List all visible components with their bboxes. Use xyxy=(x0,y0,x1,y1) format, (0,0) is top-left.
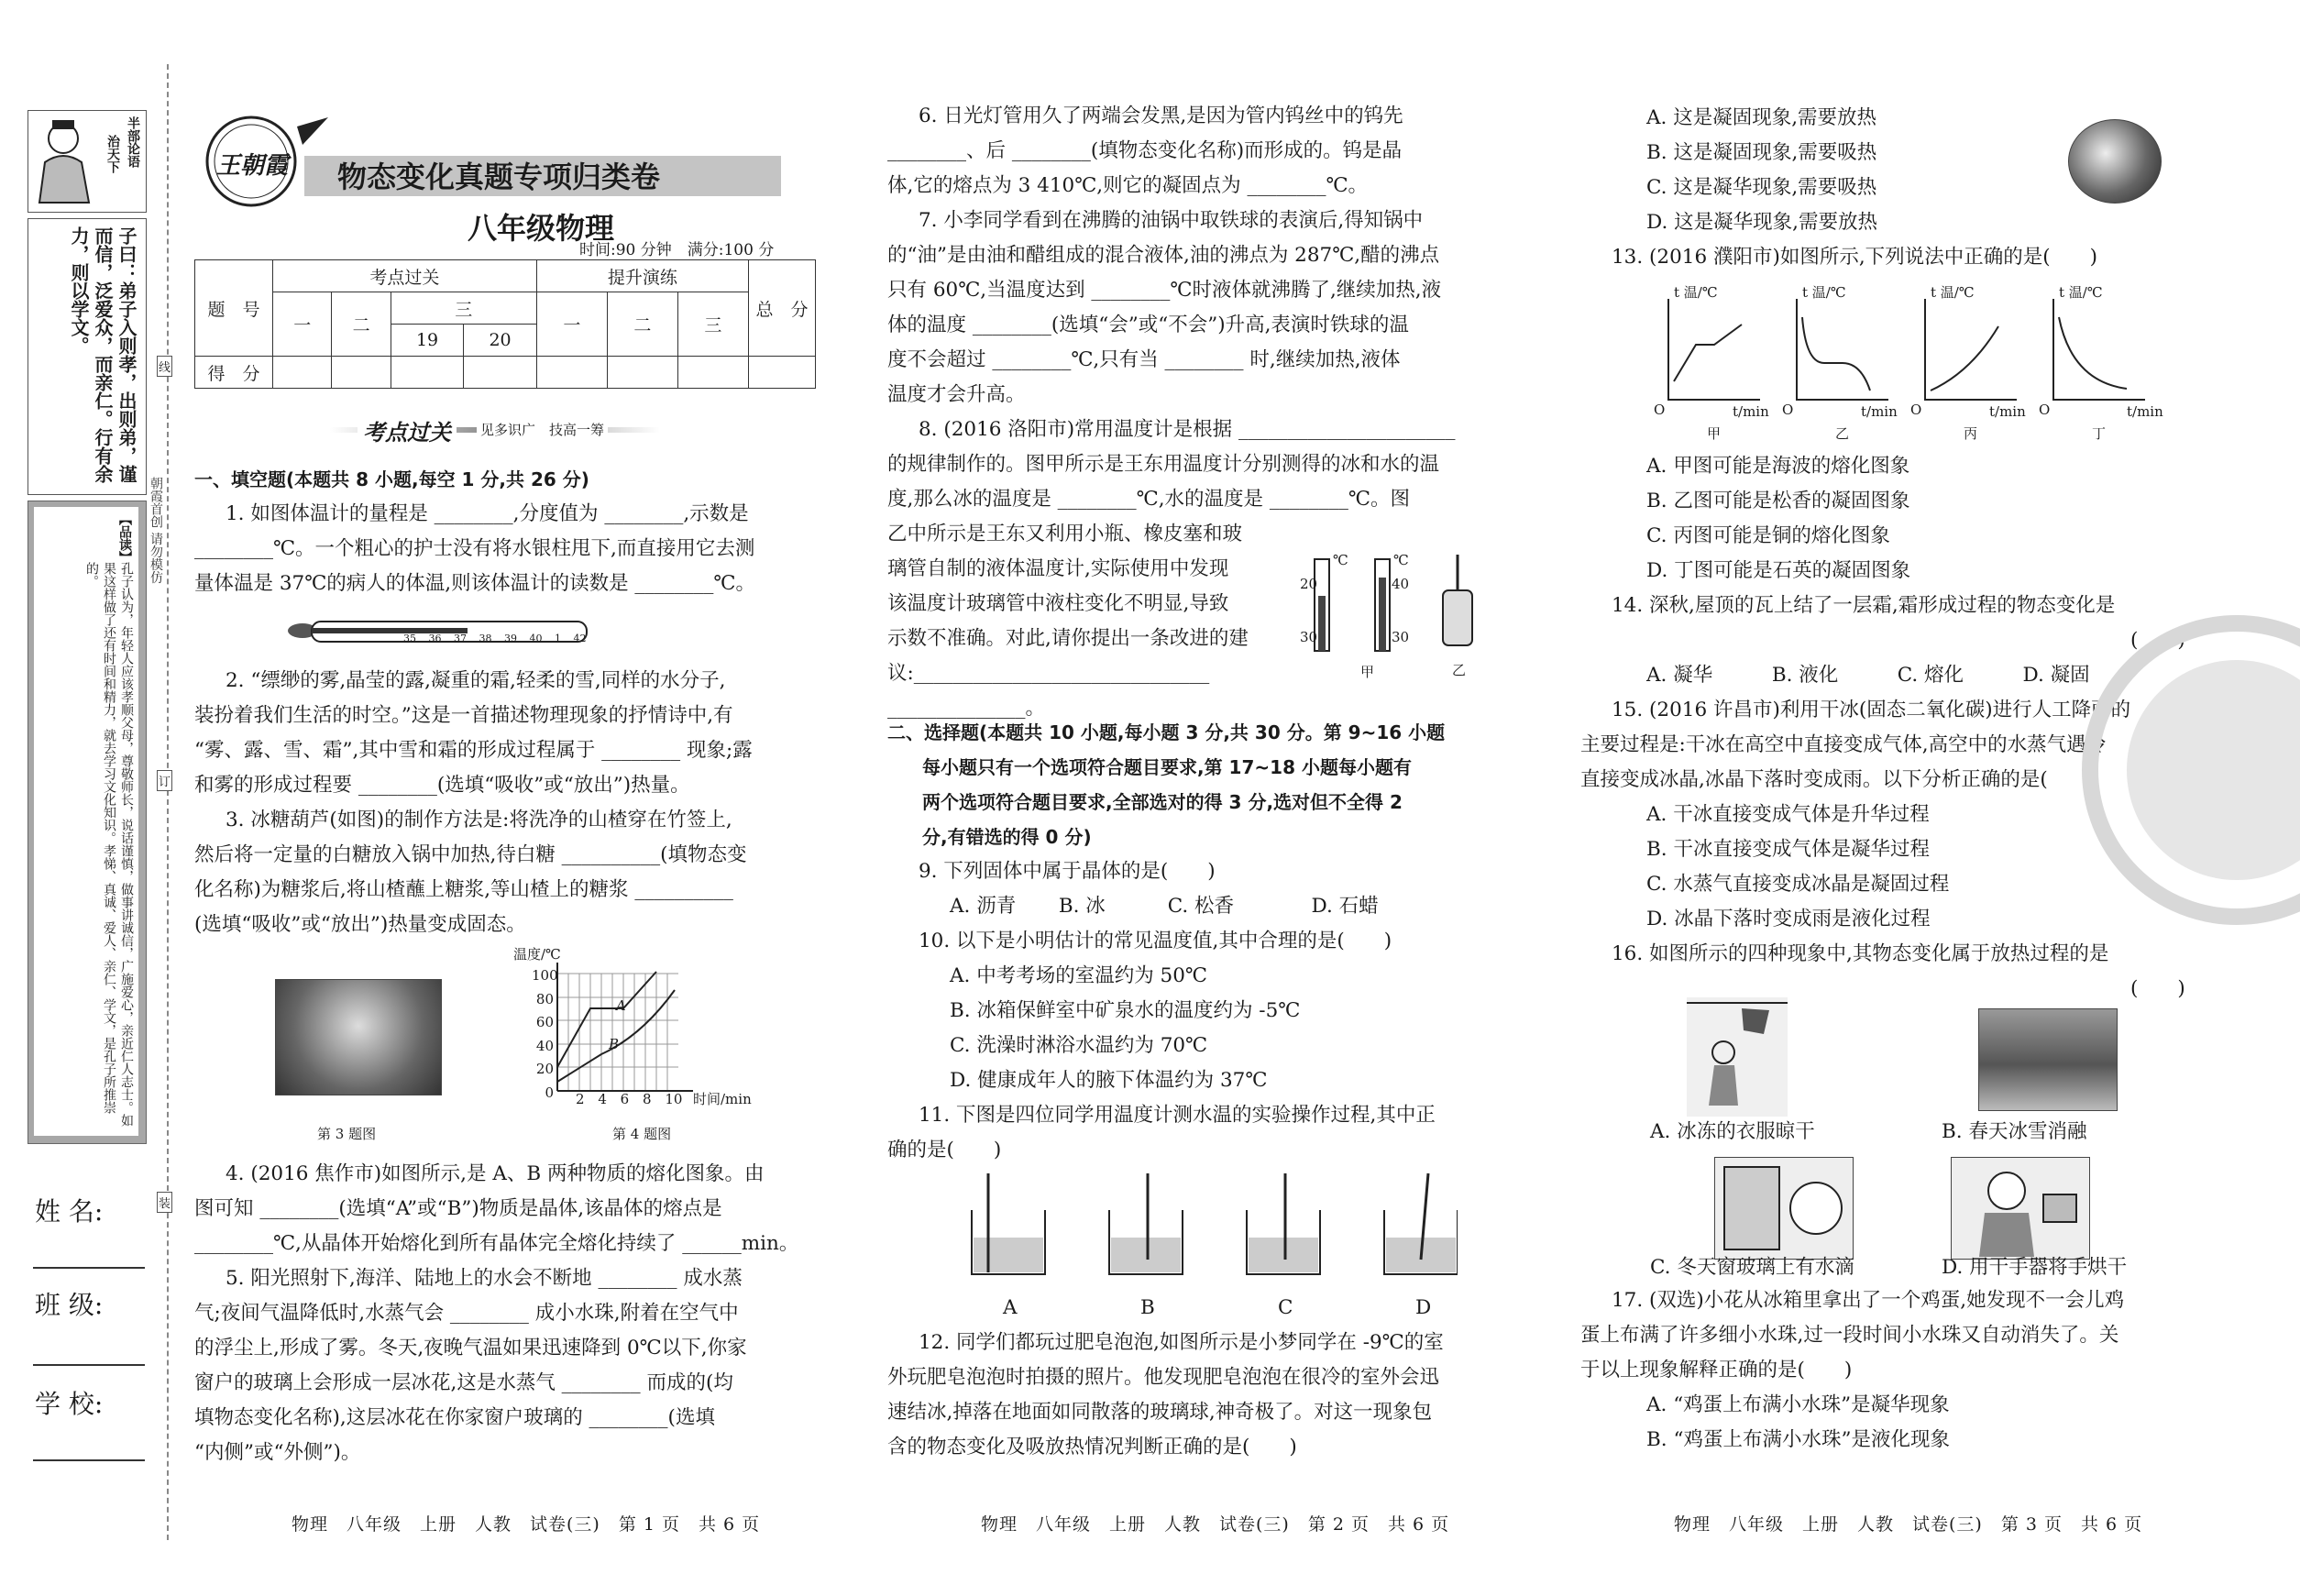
banner-motto: 见多识广 技高一筹 xyxy=(477,420,608,439)
tick: 60 xyxy=(535,1014,554,1030)
tick: 35 xyxy=(403,633,416,644)
answer-paren[interactable]: ( ) xyxy=(2130,629,2185,652)
page3-q12-opts xyxy=(1580,101,2097,275)
thermo-ticks xyxy=(403,633,587,644)
graph-ylabel: 温度/℃ xyxy=(513,946,561,963)
text-line: 填物态变化名称),这层冰花在你家窗户玻璃的 ________(选填 xyxy=(194,1406,715,1429)
tick: 6 xyxy=(620,1091,630,1107)
fig3-caption: 第 3 题图 xyxy=(317,1126,377,1142)
text-line: 窗户的玻璃上会形成一层冰花,这是水蒸气 ________ 而成的(均 xyxy=(194,1371,733,1394)
text-line: 蛋上布满了许多细小水珠,过一段时间小水珠又自动消失了。关 xyxy=(1580,1324,2119,1347)
page3-footer: 物理 八年级 上册 人教 试卷(三) 第 3 页 共 6 页 xyxy=(1674,1514,2143,1535)
text-line: (选填“吸收”或“放出”)热量变成固态。 xyxy=(194,913,526,936)
graph-ylabel: t 温/℃ xyxy=(2059,284,2103,301)
text-line: 璃管自制的液体温度计,实际使用中发现 xyxy=(887,557,1229,580)
text-line: 两个选项符合题目要求,全部选对的得 3 分,选对但不全得 2 xyxy=(922,791,1403,813)
text-line: 议:______________________________ xyxy=(887,662,1210,685)
option[interactable]: D. 凝固 xyxy=(2022,664,2090,687)
slogan-col2: 治天下 xyxy=(105,135,120,173)
q16-caption-c: C. 冬天窗玻璃上有水滴 xyxy=(1650,1256,1854,1279)
col-20: 20 xyxy=(464,325,537,357)
option[interactable]: A. 甲图可能是海波的熔化图象 xyxy=(1646,455,1910,478)
text-line: 外玩肥皂泡泡时拍摄的照片。他发现肥皂泡泡在很冷的室外会迅 xyxy=(887,1366,1440,1389)
fig8-t1-a: 20 xyxy=(1300,576,1318,592)
fig8-unit: ℃ xyxy=(1333,552,1348,568)
window-water-image xyxy=(1714,1157,1854,1260)
text-line: 确的是( ) xyxy=(887,1139,1002,1161)
fig4-caption: 第 4 题图 xyxy=(612,1126,672,1142)
tick: 80 xyxy=(535,990,554,1007)
text-line: 7. 小李同学看到在沸腾的油锅中取铁球的表演后,得知锅中 xyxy=(919,209,1424,232)
tick: 40 xyxy=(529,633,543,644)
text-line: 12. 同学们都玩过肥皂泡泡,如图所示是小梦同学在 -9℃的室 xyxy=(919,1331,1444,1354)
text-line: 只有 60℃,当温度达到 ________℃时液体就沸腾了,继续加热,液 xyxy=(887,279,1442,302)
tick: 10 xyxy=(665,1091,683,1107)
score-cell[interactable] xyxy=(332,357,391,389)
quote-text: 子曰：弟子入则孝，出则弟，谨而信，泛爱众，而亲仁。行有余力，则以学文。 xyxy=(68,226,138,483)
section2-title xyxy=(887,715,1445,854)
text-line: 2. “缥缈的雾,晶莹的露,凝重的霜,轻柔的雪,同样的水分子, xyxy=(226,669,726,692)
text-line: 二、选择题(本题共 10 小题,每小题 3 分,共 30 分。第 9~16 小题 xyxy=(887,721,1446,743)
hand-dryer-icon xyxy=(1952,1158,2089,1259)
text-line: 1. 如图体温计的量程是 ________,分度值为 ________,示数是 xyxy=(226,502,749,525)
option[interactable]: D. 健康成年人的腋下体温约为 37℃ xyxy=(950,1069,1268,1092)
page2-q12 xyxy=(887,1326,1444,1465)
option[interactable]: B. 冰箱保鲜室中矿泉水的温度约为 -5℃ xyxy=(950,999,1301,1022)
text-line: 化名称)为糖浆后,将山楂蘸上糖浆,等山楂上的糖浆 __________ xyxy=(194,878,733,901)
text-line: ______________。 xyxy=(887,697,1046,720)
tick: 8 xyxy=(642,1091,652,1107)
hand-dryer-image xyxy=(1951,1157,2090,1260)
subtitle: 八年级物理 xyxy=(468,211,615,246)
fig8-t2-b: 30 xyxy=(1392,629,1410,645)
graph-origin: O xyxy=(2039,402,2051,418)
page3-q17 xyxy=(1580,1283,2124,1458)
graph-ylabel: t 温/℃ xyxy=(1931,284,1975,301)
name-label: 姓 名: xyxy=(35,1196,104,1227)
graph-origin: O xyxy=(1654,402,1666,418)
text-line: 16. 如图所示的四种现象中,其物态变化属于放热过程的是 xyxy=(1612,942,2109,965)
text-line: 温度才会升高。 xyxy=(887,383,1026,406)
guide-label: 【品读】 xyxy=(117,512,132,564)
text-line: 9. 下列固体中属于晶体的是( ) xyxy=(919,860,1216,883)
text-line: 该温度计玻璃管中液柱变化不明显,导致 xyxy=(887,592,1229,615)
q16-caption-b: B. 春天冰雪消融 xyxy=(1942,1120,2087,1143)
text-line: 体的温度 ________(选填“会”或“不会”)升高,表演时铁球的温 xyxy=(887,314,1409,336)
option[interactable]: C. 松香 xyxy=(1167,895,1235,918)
option[interactable]: B. 乙图可能是松香的凝固图象 xyxy=(1646,490,1910,512)
text-line: 量体温是 37℃的病人的体温,则该体温计的读数是 ________℃。 xyxy=(194,572,755,595)
tick: 20 xyxy=(535,1061,554,1077)
seal-mark-1: 线 xyxy=(157,356,172,377)
graph-ylabel: t 温/℃ xyxy=(1674,284,1718,301)
text-line: 和雾的形成过程要 ________(选填“吸收”或“放出”)热量。 xyxy=(194,774,690,797)
beakers-figure xyxy=(944,1164,1458,1320)
quote-box xyxy=(28,218,147,495)
seal-mark-3: 装 xyxy=(157,1192,172,1213)
score-cell[interactable] xyxy=(536,357,607,389)
text-line: 11. 下图是四位同学用温度计测水温的实验操作过程,其中正 xyxy=(919,1104,1436,1127)
text-line: 4. (2016 焦作市)如图所示,是 A、B 两种物质的熔化图象。由 xyxy=(226,1162,765,1185)
fig8-svg xyxy=(1302,550,1494,678)
frozen-clothes-image xyxy=(1687,997,1788,1117)
curve-b-label: B xyxy=(609,1036,620,1052)
graph-xlabel: t/min xyxy=(1861,403,1898,420)
score-cell[interactable] xyxy=(464,357,537,389)
q16-caption-a: A. 冰冻的衣服晾干 xyxy=(1650,1120,1815,1143)
banner-title: 考点过关 xyxy=(358,414,457,446)
option[interactable]: C. 这是凝华现象,需要吸热 xyxy=(1646,176,1877,199)
page1-q2-3 xyxy=(194,664,753,942)
text-line: 于以上现象解释正确的是( ) xyxy=(1580,1359,1853,1381)
graph-name-ding: 丁 xyxy=(2092,425,2107,442)
name-line[interactable] xyxy=(33,1267,145,1269)
graph-yticks xyxy=(532,964,558,1105)
fig8-t1-b: 30 xyxy=(1300,629,1318,645)
text-line: 度不会超过 ________℃,只有当 ________ 时,继续加热,液体 xyxy=(887,348,1401,371)
guide-inner xyxy=(34,507,138,1136)
tanghulu-photo xyxy=(275,979,442,1095)
col-3b: 三 xyxy=(677,292,748,357)
option[interactable]: B. 这是凝固现象,需要吸热 xyxy=(1646,141,1877,164)
option[interactable]: D. 石蜡 xyxy=(1311,895,1379,918)
tick: 100 xyxy=(532,967,558,984)
tick: 1 xyxy=(555,633,561,644)
guide-text: 孔子认为，年轻人应该孝顺父母，尊敬师长，说话谨慎，做事讲诚信，广施爱心，亲近仁人志士。如果这样做了还有时间和精力，就去学习文化知识。孝悌、真诚、爱人、亲仁、学文，是孔子所推崇的。 xyxy=(84,562,134,1127)
text-line: 度,那么冰的温度是 ________℃,水的温度是 ________℃。图 xyxy=(887,488,1410,511)
text-line: 的“油”是由油和醋组成的混合液体,油的沸点为 287℃,醋的沸点 xyxy=(887,244,1440,267)
melting-graph xyxy=(513,944,788,1109)
col-1b: 一 xyxy=(536,292,607,357)
score-label: 得 分 xyxy=(195,357,273,389)
graph-origin: O xyxy=(1910,402,1922,418)
text-line: 每小题只有一个选项符合题目要求,第 17~18 小题每小题有 xyxy=(922,756,1412,778)
tick: 39 xyxy=(504,633,517,644)
page-title: 物态变化真题专项归类卷 xyxy=(337,160,661,194)
slogan-col1: 半部论语 xyxy=(126,116,140,168)
text-line: 8. (2016 洛阳市)常用温度计是根据 ______________________ xyxy=(919,418,1456,441)
text-line: 13. (2016 濮阳市)如图所示,下列说法中正确的是( ) xyxy=(1612,246,2097,269)
graph-origin: O xyxy=(1782,402,1794,418)
fig8-t2-a: 40 xyxy=(1392,576,1410,592)
page1-q1 xyxy=(194,497,755,601)
text-line: 示数不准确。对此,请你提出一条改进的建 xyxy=(887,627,1249,650)
person-icon xyxy=(1687,997,1788,1117)
tick: 0 xyxy=(545,1084,554,1101)
text-line: 主要过程是:干冰在高空中直接变成气体,高空中的水蒸气遇冷 xyxy=(1580,733,2107,756)
option[interactable]: C. 洗澡时淋浴水温约为 70℃ xyxy=(950,1034,1208,1057)
qnum-label: 题 号 xyxy=(195,260,273,357)
score-cell[interactable] xyxy=(391,357,464,389)
option[interactable]: A. 凝华 xyxy=(1646,664,1713,687)
text-line: 直接变成冰晶,冰晶下落时变成雨。以下分析正确的是( ) xyxy=(1580,768,2096,791)
soap-bubble-photo xyxy=(2068,119,2162,204)
graph-xlabel: 时间/min xyxy=(693,1091,752,1107)
option[interactable]: D. 冰晶下落时变成雨是液化过程 xyxy=(1646,908,1931,930)
slogan-box xyxy=(28,110,147,213)
tick: 40 xyxy=(535,1037,554,1054)
thermometer-figure xyxy=(284,614,596,651)
fig8-thermometers xyxy=(1302,550,1494,678)
graph-xlabel: t/min xyxy=(1989,403,2026,420)
text-line: 气;夜间气温降低时,水蒸气会 ________ 成小水珠,附着在空气中 xyxy=(194,1302,739,1325)
text-line: 乙中所示是王东又利用小瓶、橡皮塞和玻 xyxy=(887,523,1243,545)
col-2a: 二 xyxy=(332,292,391,357)
score-table xyxy=(194,259,816,389)
option[interactable]: D. 这是凝华现象,需要放热 xyxy=(1646,211,1877,234)
q16-caption-d: D. 用干手器将手烘干 xyxy=(1942,1256,2128,1279)
text-line: 图可知 ________(选填“A”或“B”)物质是晶体,该晶体的熔点是 xyxy=(194,1197,722,1220)
window-icon xyxy=(1715,1158,1853,1259)
score-cell[interactable] xyxy=(749,357,816,389)
option[interactable]: A. 这是凝固现象,需要放热 xyxy=(1646,106,1877,129)
tick: 36 xyxy=(428,633,442,644)
school-label: 学 校: xyxy=(35,1389,104,1419)
text-line: “内侧”或“外侧”)。 xyxy=(194,1441,361,1464)
sidebar xyxy=(28,110,145,1485)
graph-name-jia: 甲 xyxy=(1707,425,1722,442)
page1-footer: 物理 八年级 上册 人教 试卷(三) 第 1 页 共 6 页 xyxy=(292,1514,761,1535)
text-line: 速结冰,掉落在地面如同散落的玻璃球,神奇极了。对这一现象包 xyxy=(887,1401,1433,1424)
text-line: 含的物态变化及吸放热情况判断正确的是( ) xyxy=(887,1436,1297,1458)
curve-a-label: A xyxy=(616,997,626,1014)
section-banner xyxy=(330,414,660,446)
binding-line xyxy=(167,64,169,1540)
option[interactable]: C. 丙图可能是铜的熔化图象 xyxy=(1646,524,1890,547)
option[interactable]: A. 中考考场的室温约为 50℃ xyxy=(950,964,1207,987)
text-line: ________℃。一个粗心的护士没有将水银柱甩下,而直接用它去测 xyxy=(194,537,755,560)
text-line: ________℃,从晶体开始熔化到所有晶体完全熔化持续了 ______min。 xyxy=(194,1232,799,1255)
graph-ylabel: t 温/℃ xyxy=(1802,284,1846,301)
q13-graphs xyxy=(1641,284,2191,446)
group-ts: 提升演练 xyxy=(536,260,748,292)
text-line: 3. 冰糖葫芦(如图)的制作方法是:将洗净的山楂穿在竹签上, xyxy=(226,809,732,831)
text-line: 5. 阳光照射下,海洋、陆地上的水会不断地 ________ 成水蒸 xyxy=(226,1267,743,1290)
col-2b: 二 xyxy=(607,292,677,357)
fig8-unit-2: ℃ xyxy=(1393,552,1409,568)
text-line: 10. 以下是小明估计的常见温度值,其中合理的是( ) xyxy=(919,930,1392,952)
option[interactable]: C. 熔化 xyxy=(1897,664,1964,687)
score-cell[interactable] xyxy=(607,357,677,389)
tick: 42 xyxy=(573,633,587,644)
class-line[interactable] xyxy=(33,1364,145,1366)
graph-name-yi: 乙 xyxy=(1835,425,1850,442)
text-line: “雾、露、雪、霜”,其中雪和霜的形成过程属于 ________ 现象;露 xyxy=(194,739,753,762)
beaker-label-d: D xyxy=(1415,1296,1432,1319)
total-label: 总 分 xyxy=(749,260,816,357)
beaker-label-c: C xyxy=(1278,1296,1293,1319)
option[interactable]: A. “鸡蛋上布满小水珠”是凝华现象 xyxy=(1646,1393,1950,1416)
text-line: 17. (双选)小花从冰箱里拿出了一个鸡蛋,她发现不一会儿鸡 xyxy=(1612,1289,2125,1312)
page2-q9-11 xyxy=(887,854,1436,1168)
col-3a: 三 xyxy=(391,292,536,325)
answer-paren[interactable]: ( ) xyxy=(2130,977,2185,1000)
brand-note: 朝霞首创 请勿模仿 xyxy=(149,477,163,584)
graph-xlabel: t/min xyxy=(1733,403,1769,420)
text-line: 装扮着我们生活的时空。”这是一首描述物理现象的抒情诗中,有 xyxy=(194,704,733,727)
text-line: 的浮尘上,形成了雾。冬天,夜晚气温如果迅速降到 0℃以下,你家 xyxy=(194,1337,747,1359)
group-kd: 考点过关 xyxy=(273,260,537,292)
melting-snow-image xyxy=(1978,1008,2118,1111)
confucius-icon xyxy=(32,116,100,206)
text-line: 6. 日光灯管用久了两端会发黑,是因为管内钨丝中的钨先 xyxy=(919,105,1403,127)
beakers-svg xyxy=(944,1164,1458,1283)
guide-box xyxy=(28,501,147,1144)
seal-mark-2: 订 xyxy=(157,770,172,791)
tick: 38 xyxy=(479,633,492,644)
graph-xticks xyxy=(576,1091,682,1107)
option[interactable]: B. 干冰直接变成气体是凝华过程 xyxy=(1646,838,1930,861)
tick: 2 xyxy=(576,1091,585,1107)
option[interactable]: B. 冰 xyxy=(1058,895,1106,918)
beaker-label-b: B xyxy=(1140,1296,1155,1319)
beaker-label-a: A xyxy=(1003,1296,1018,1319)
col-1a: 一 xyxy=(273,292,332,357)
text-line: 分,有错选的得 0 分) xyxy=(922,826,1092,848)
page2-footer: 物理 八年级 上册 人教 试卷(三) 第 2 页 共 6 页 xyxy=(981,1514,1450,1535)
score-cell[interactable] xyxy=(677,357,748,389)
tick: 37 xyxy=(454,633,467,644)
watermark-icon xyxy=(2026,605,2300,935)
option[interactable]: A. 沥青 xyxy=(950,895,1017,918)
text-line: 体,它的熔点为 3 410℃,则它的凝固点为 ________℃。 xyxy=(887,174,1368,197)
graph-name-bing: 丙 xyxy=(1964,425,1978,442)
logo-text: 王朝霞 xyxy=(216,152,289,180)
text-line: 15. (2016 许昌市)利用干冰(固态二氧化碳)进行人工降雨的 xyxy=(1612,699,2131,721)
q9-options xyxy=(887,889,1436,924)
text-line: ________、后 ________(填物态变化名称)而形成的。钨是晶 xyxy=(887,139,1403,162)
option[interactable]: D. 丁图可能是石英的凝固图象 xyxy=(1646,559,1911,582)
tick: 4 xyxy=(598,1091,607,1107)
text-line: 14. 深秋,屋顶的瓦上结了一层霜,霜形成过程的物态变化是 xyxy=(1612,594,2116,617)
section1-title: 一、填空题(本题共 8 小题,每空 1 分,共 26 分) xyxy=(194,468,589,490)
col-19: 19 xyxy=(391,325,464,357)
class-label: 班 级: xyxy=(35,1290,104,1320)
time-info: 时间:90 分钟 满分:100 分 xyxy=(579,241,775,259)
fig8-cap1: 甲 xyxy=(1360,664,1375,680)
option[interactable]: B. 液化 xyxy=(1771,664,1839,687)
option[interactable]: C. 水蒸气直接变成冰晶是凝固过程 xyxy=(1646,873,1950,896)
school-line[interactable] xyxy=(33,1459,145,1461)
page1-q4-5 xyxy=(194,1157,798,1470)
option[interactable]: A. 干冰直接变成气体是升华过程 xyxy=(1646,803,1930,826)
watermark-seal xyxy=(2026,605,2300,935)
text-line: 然后将一定量的白糖放入锅中加热,待白糖 __________(填物态变 xyxy=(194,843,747,866)
text-line: 的规律制作的。图甲所示是王东用温度计分别测得的冰和水的温 xyxy=(887,453,1440,476)
score-cell[interactable] xyxy=(273,357,332,389)
fig8-cap2: 乙 xyxy=(1452,662,1467,678)
graph-xlabel: t/min xyxy=(2127,403,2163,420)
option[interactable]: B. “鸡蛋上布满小水珠”是液化现象 xyxy=(1646,1428,1950,1451)
